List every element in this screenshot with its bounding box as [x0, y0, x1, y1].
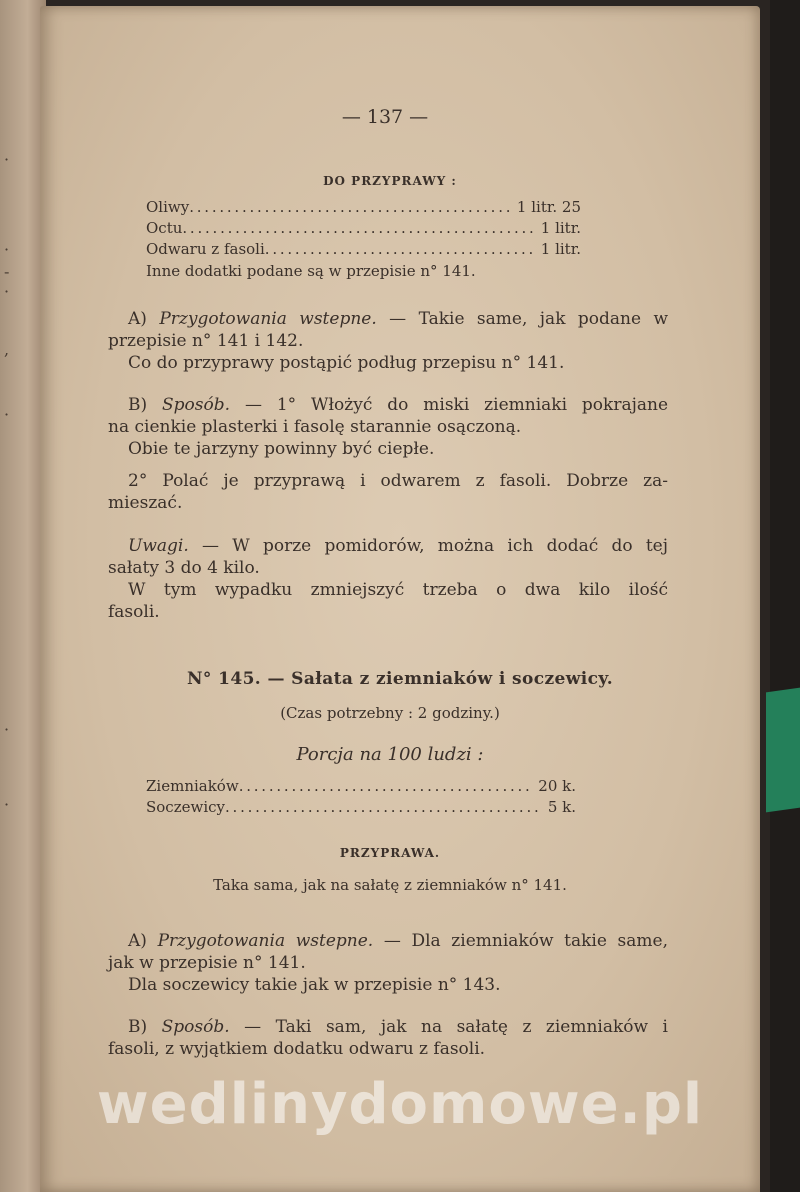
section-label: B) [128, 395, 148, 415]
dressing-item [146, 198, 581, 216]
line-text: — Dla ziemniaków takie same, [383, 931, 668, 951]
margin-mark: · [4, 795, 10, 814]
recipe-ingredient [146, 777, 576, 795]
dressing-item [146, 240, 581, 258]
paragraph-line: fasoli. [108, 602, 160, 622]
leader-dots [225, 798, 542, 816]
section-title: Sposób. [161, 1017, 230, 1037]
paragraph-line [108, 395, 668, 415]
paragraph-line: fasoli, z wyjątkiem dodatku odwaru z fasoli. [108, 1039, 486, 1059]
paragraph-line [108, 1017, 668, 1037]
margin-mark: · [4, 720, 10, 739]
margin-mark: · [4, 405, 10, 424]
line-text: — 1° Włożyć do miski ziemniaki pokrajane [244, 395, 669, 415]
section-label: A) [128, 309, 147, 329]
recipe-dressing-text: Taka sama, jak na sałatę z ziemniaków n° 141. [213, 876, 567, 894]
paragraph-line: jak w przepisie n° 141. [108, 953, 306, 973]
margin-mark: · [4, 282, 10, 301]
leader-dots [265, 240, 535, 258]
section-label: A) [128, 931, 147, 951]
line-text: — W porze pomidorów, można ich dodać do tej [202, 536, 669, 556]
section-title: Sposób. [162, 395, 231, 415]
recipe-number: N° 145. [186, 669, 262, 689]
dressing-note: Inne dodatki podane są w przepisie n° 141. [146, 262, 476, 280]
facing-page-marks [0, 0, 40, 1192]
recipe-heading [120, 669, 680, 689]
margin-mark: · [4, 240, 10, 259]
item-name: Odwaru z fasoli [146, 240, 265, 258]
recipe-ingredient [146, 798, 576, 816]
recipe-title: — Sałata z ziemniaków i soczewicy. [267, 669, 614, 689]
paragraph-line [108, 309, 668, 329]
leader-dots [239, 777, 533, 795]
watermark-text: wedlinydomowe.pl [96, 1072, 704, 1137]
section-title: Uwagi. [128, 536, 189, 556]
paragraph-line: sałaty 3 do 4 kilo. [108, 558, 260, 578]
item-name: Oliwy [146, 198, 190, 216]
leader-dots [182, 219, 534, 237]
book-edge [770, 0, 800, 1192]
paragraph-line: W tym wypadku zmniejszyć trzeba o dwa kilo ilość [128, 580, 668, 600]
item-qty: 1 litr. 25 [516, 198, 581, 216]
item-qty: 1 litr. [540, 240, 581, 258]
paragraph-line [108, 536, 668, 556]
item-qty: 20 k. [538, 777, 576, 795]
paragraph-line: przepisie n° 141 i 142. [108, 331, 304, 351]
bookmark-strip [766, 688, 800, 813]
line-text: — Taki sam, jak na sałatę z ziemniaków i [244, 1017, 668, 1037]
margin-mark: · [4, 150, 10, 169]
section-label: B) [128, 1017, 148, 1037]
section-title: Przygotowania wstepne. [159, 309, 377, 329]
paragraph-line: na cienkie plasterki i fasolę starannie osączoną. [108, 417, 522, 437]
recipe-portion: Porcja na 100 ludzi : [296, 744, 484, 765]
item-name: Soczewicy [146, 798, 225, 816]
recipe-dressing-heading: PRZYPRAWA. [339, 846, 441, 860]
section-title: Przygotowania wstepne. [157, 931, 374, 951]
paragraph-line: Co do przyprawy postąpić podług przepisu n° 141. [128, 353, 565, 373]
paragraph-line: Obie te jarzyny powinny być ciepłe. [128, 439, 435, 459]
item-qty: 5 k. [547, 798, 576, 816]
book-page [40, 6, 760, 1192]
paragraph-line: Dla soczewicy takie jak w przepisie n° 143. [128, 975, 501, 995]
dressing-heading: DO PRZYPRAWY : [323, 174, 457, 188]
item-qty: 1 litr. [540, 219, 581, 237]
item-name: Octu [146, 219, 183, 237]
leader-dots [189, 198, 511, 216]
paragraph-line: mieszać. [108, 493, 183, 513]
paragraph-line: 2° Polać je przyprawą i odwarem z fasoli. Dobrze za- [128, 471, 668, 491]
margin-mark: , [4, 340, 10, 359]
line-text: — Takie same, jak podane w [389, 309, 669, 329]
page-number: — 137 — [341, 106, 429, 128]
item-name: Ziemniaków [146, 777, 239, 795]
dressing-item [146, 219, 581, 237]
margin-mark: - [4, 262, 10, 281]
recipe-time: (Czas potrzebny : 2 godziny.) [280, 704, 500, 722]
paragraph-line [108, 931, 668, 951]
